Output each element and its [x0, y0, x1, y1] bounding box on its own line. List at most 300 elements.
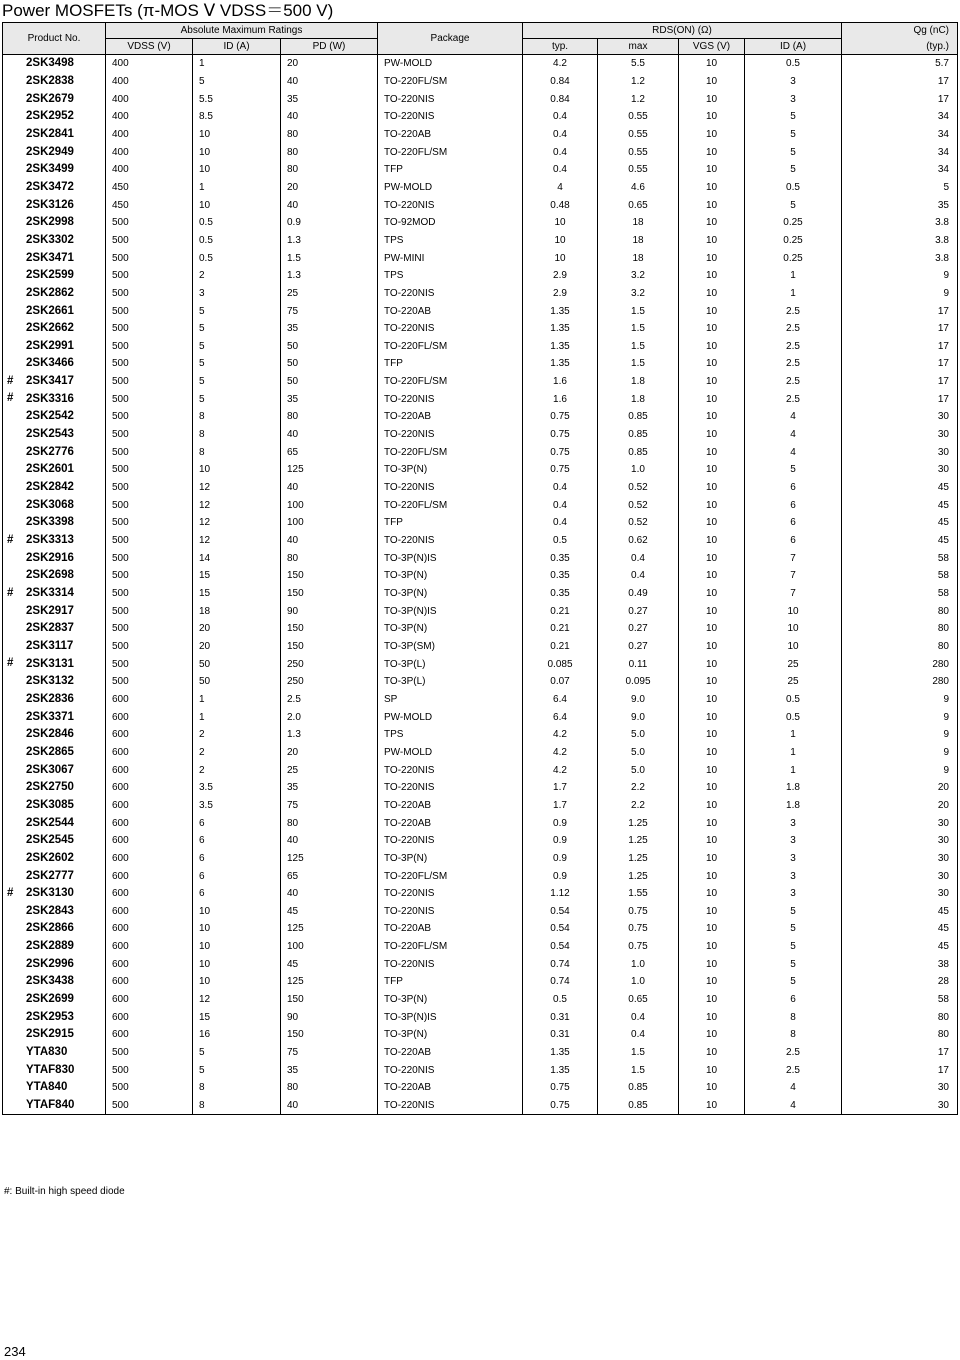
cell-vdss: 500 [106, 373, 193, 391]
cell-vgs: 10 [679, 903, 745, 921]
cell-package: TPS [378, 267, 523, 285]
table-row [3, 126, 958, 144]
cell-id-test: 1 [745, 285, 842, 303]
cell-qg: 17 [842, 90, 958, 108]
cell-package: TO-220AB [378, 814, 523, 832]
cell-vdss: 500 [106, 673, 193, 691]
cell-rds-typ: 0.9 [523, 832, 598, 850]
cell-product-no [3, 355, 106, 373]
cell-rds-max: 0.52 [598, 496, 679, 514]
cell-product-no [3, 885, 106, 903]
header-qg: Qg (nC) [842, 23, 958, 39]
cell-rds-max: 0.55 [598, 161, 679, 179]
high-speed-diode-mark: # [7, 374, 14, 387]
cell-vgs: 10 [679, 726, 745, 744]
cell-rds-max: 1.25 [598, 867, 679, 885]
table-row [3, 973, 958, 991]
cell-rds-typ: 0.4 [523, 496, 598, 514]
table-row [3, 285, 958, 303]
cell-rds-typ: 0.75 [523, 461, 598, 479]
product-number: YTA830 [26, 1046, 68, 1059]
cell-id: 10 [193, 196, 281, 214]
cell-package: TFP [378, 514, 523, 532]
product-number: 2SK3126 [26, 198, 74, 211]
cell-vdss: 500 [106, 1097, 193, 1115]
cell-pd: 1.5 [281, 249, 378, 267]
table-row [3, 179, 958, 197]
cell-vgs: 10 [679, 1026, 745, 1044]
cell-rds-typ: 0.35 [523, 585, 598, 603]
cell-rds-typ: 0.4 [523, 143, 598, 161]
cell-id-test: 2.5 [745, 302, 842, 320]
cell-vgs: 10 [679, 408, 745, 426]
cell-vdss: 600 [106, 708, 193, 726]
cell-id-test: 5 [745, 126, 842, 144]
cell-product-no [3, 638, 106, 656]
table-row [3, 479, 958, 497]
cell-vdss: 500 [106, 285, 193, 303]
table-row [3, 832, 958, 850]
cell-rds-typ: 6.4 [523, 708, 598, 726]
cell-package: TO-220NIS [378, 108, 523, 126]
cell-rds-typ: 0.4 [523, 514, 598, 532]
cell-rds-max: 1.8 [598, 390, 679, 408]
cell-rds-typ: 10 [523, 214, 598, 232]
cell-rds-typ: 1.6 [523, 390, 598, 408]
cell-id: 20 [193, 638, 281, 656]
cell-vdss: 500 [106, 620, 193, 638]
cell-vgs: 10 [679, 655, 745, 673]
cell-rds-typ: 0.75 [523, 1097, 598, 1115]
cell-id: 6 [193, 885, 281, 903]
cell-rds-max: 18 [598, 232, 679, 250]
cell-package: TO-220FL/SM [378, 443, 523, 461]
cell-product-no [3, 691, 106, 709]
cell-package: TO-220FL/SM [378, 73, 523, 91]
cell-vgs: 10 [679, 549, 745, 567]
cell-product-no [3, 196, 106, 214]
cell-vdss: 500 [106, 302, 193, 320]
product-number: 2SK2750 [26, 781, 74, 794]
cell-vgs: 10 [679, 814, 745, 832]
cell-id-test: 4 [745, 408, 842, 426]
cell-rds-max: 1.25 [598, 814, 679, 832]
table-row [3, 1061, 958, 1079]
cell-id: 2 [193, 744, 281, 762]
high-speed-diode-mark: # [7, 886, 14, 899]
cell-vgs: 10 [679, 708, 745, 726]
cell-product-no [3, 955, 106, 973]
cell-rds-typ: 0.31 [523, 1008, 598, 1026]
cell-qg: 17 [842, 73, 958, 91]
cell-pd: 40 [281, 108, 378, 126]
cell-rds-max: 5.0 [598, 761, 679, 779]
cell-vdss: 600 [106, 903, 193, 921]
cell-package: TO-220NIS [378, 320, 523, 338]
cell-product-no [3, 426, 106, 444]
cell-pd: 40 [281, 73, 378, 91]
cell-id-test: 4 [745, 443, 842, 461]
cell-pd: 50 [281, 373, 378, 391]
cell-package: TO-220AB [378, 408, 523, 426]
cell-rds-max: 0.75 [598, 938, 679, 956]
cell-qg: 9 [842, 744, 958, 762]
cell-vdss: 500 [106, 426, 193, 444]
cell-package: TO-3P(N) [378, 620, 523, 638]
cell-rds-typ: 6.4 [523, 691, 598, 709]
table-row [3, 1008, 958, 1026]
table-row [3, 108, 958, 126]
cell-qg: 30 [842, 426, 958, 444]
header-qg-typ: (typ.) [842, 39, 958, 55]
cell-vgs: 10 [679, 249, 745, 267]
product-number: 2SK3499 [26, 163, 74, 176]
product-number: 2SK3302 [26, 233, 74, 246]
cell-id: 15 [193, 585, 281, 603]
cell-vgs: 10 [679, 143, 745, 161]
cell-vdss: 500 [106, 1061, 193, 1079]
cell-pd: 150 [281, 638, 378, 656]
cell-vdss: 500 [106, 638, 193, 656]
cell-pd: 75 [281, 302, 378, 320]
header-pd: PD (W) [281, 39, 378, 55]
cell-id-test: 1.8 [745, 797, 842, 815]
cell-vdss: 500 [106, 461, 193, 479]
table-row [3, 867, 958, 885]
cell-rds-max: 0.49 [598, 585, 679, 603]
cell-qg: 45 [842, 920, 958, 938]
cell-package: TO-3P(SM) [378, 638, 523, 656]
cell-package: PW-MOLD [378, 55, 523, 73]
cell-id: 8 [193, 1097, 281, 1115]
cell-vdss: 600 [106, 850, 193, 868]
table-row [3, 143, 958, 161]
cell-vdss: 500 [106, 532, 193, 550]
cell-pd: 20 [281, 55, 378, 73]
mosfet-table-container [2, 22, 957, 1115]
cell-package: TO-220NIS [378, 761, 523, 779]
cell-id: 10 [193, 955, 281, 973]
cell-package: TO-220AB [378, 126, 523, 144]
cell-rds-max: 1.5 [598, 1044, 679, 1062]
cell-rds-typ: 0.4 [523, 161, 598, 179]
cell-id: 16 [193, 1026, 281, 1044]
product-number: YTAF830 [26, 1063, 75, 1076]
cell-vgs: 10 [679, 196, 745, 214]
cell-rds-typ: 1.35 [523, 302, 598, 320]
cell-rds-typ: 0.48 [523, 196, 598, 214]
cell-vgs: 10 [679, 390, 745, 408]
cell-rds-typ: 0.84 [523, 90, 598, 108]
cell-package: TO-220NIS [378, 390, 523, 408]
high-speed-diode-mark: # [7, 392, 14, 405]
table-row [3, 232, 958, 250]
cell-qg: 30 [842, 408, 958, 426]
cell-vdss: 500 [106, 443, 193, 461]
cell-rds-max: 1.25 [598, 850, 679, 868]
table-row [3, 373, 958, 391]
cell-qg: 30 [842, 1079, 958, 1097]
cell-pd: 150 [281, 567, 378, 585]
cell-id: 10 [193, 161, 281, 179]
cell-pd: 150 [281, 1026, 378, 1044]
cell-vgs: 10 [679, 179, 745, 197]
cell-vgs: 10 [679, 90, 745, 108]
cell-id-test: 5 [745, 955, 842, 973]
cell-pd: 125 [281, 920, 378, 938]
product-number: 2SK3438 [26, 975, 74, 988]
cell-qg: 17 [842, 355, 958, 373]
product-number: 2SK2601 [26, 463, 74, 476]
cell-product-no [3, 285, 106, 303]
cell-vdss: 500 [106, 1044, 193, 1062]
product-number: 2SK2544 [26, 816, 74, 829]
cell-product-no [3, 903, 106, 921]
cell-vdss: 450 [106, 179, 193, 197]
cell-qg: 80 [842, 602, 958, 620]
cell-product-no [3, 991, 106, 1009]
cell-rds-max: 1.5 [598, 338, 679, 356]
cell-id-test: 5 [745, 461, 842, 479]
cell-rds-max: 0.52 [598, 514, 679, 532]
cell-vgs: 10 [679, 461, 745, 479]
product-number: 2SK2998 [26, 216, 74, 229]
cell-vdss: 400 [106, 73, 193, 91]
cell-id-test: 6 [745, 496, 842, 514]
cell-rds-typ: 4.2 [523, 744, 598, 762]
cell-rds-typ: 4.2 [523, 726, 598, 744]
cell-rds-typ: 0.54 [523, 920, 598, 938]
cell-pd: 150 [281, 585, 378, 603]
cell-rds-typ: 1.35 [523, 355, 598, 373]
cell-product-no [3, 1008, 106, 1026]
cell-id-test: 4 [745, 426, 842, 444]
cell-id: 5 [193, 73, 281, 91]
cell-vgs: 10 [679, 673, 745, 691]
table-row [3, 320, 958, 338]
cell-id: 12 [193, 496, 281, 514]
cell-rds-max: 1.0 [598, 461, 679, 479]
cell-id-test: 3 [745, 885, 842, 903]
cell-package: TO-220AB [378, 1079, 523, 1097]
cell-id-test: 5 [745, 973, 842, 991]
cell-rds-typ: 1.6 [523, 373, 598, 391]
cell-vgs: 10 [679, 602, 745, 620]
cell-rds-typ: 0.35 [523, 567, 598, 585]
cell-id-test: 8 [745, 1008, 842, 1026]
cell-package: TPS [378, 726, 523, 744]
cell-package: TFP [378, 355, 523, 373]
table-row [3, 673, 958, 691]
cell-product-no [3, 1044, 106, 1062]
cell-product-no [3, 55, 106, 73]
cell-id: 10 [193, 920, 281, 938]
cell-rds-typ: 0.84 [523, 73, 598, 91]
cell-id: 3.5 [193, 779, 281, 797]
cell-pd: 1.3 [281, 267, 378, 285]
cell-product-no [3, 479, 106, 497]
cell-product-no [3, 708, 106, 726]
cell-package: TO-220AB [378, 920, 523, 938]
cell-vgs: 10 [679, 955, 745, 973]
cell-product-no [3, 620, 106, 638]
table-row [3, 744, 958, 762]
cell-package: TO-220NIS [378, 903, 523, 921]
cell-pd: 50 [281, 355, 378, 373]
cell-pd: 250 [281, 673, 378, 691]
product-number: 2SK3085 [26, 798, 74, 811]
cell-rds-typ: 0.9 [523, 867, 598, 885]
cell-id-test: 0.25 [745, 232, 842, 250]
cell-product-no [3, 143, 106, 161]
product-number: 2SK2991 [26, 339, 74, 352]
cell-vdss: 500 [106, 338, 193, 356]
cell-vgs: 10 [679, 1097, 745, 1115]
cell-pd: 80 [281, 161, 378, 179]
cell-id-test: 0.25 [745, 214, 842, 232]
cell-package: TO-220FL/SM [378, 496, 523, 514]
cell-vgs: 10 [679, 920, 745, 938]
cell-product-no [3, 408, 106, 426]
cell-vgs: 10 [679, 443, 745, 461]
table-row [3, 691, 958, 709]
cell-id-test: 2.5 [745, 355, 842, 373]
cell-rds-max: 0.11 [598, 655, 679, 673]
cell-qg: 30 [842, 443, 958, 461]
header-max: max [598, 39, 679, 55]
cell-vgs: 10 [679, 73, 745, 91]
product-number: 2SK2952 [26, 110, 74, 123]
cell-package: TO-220AB [378, 797, 523, 815]
cell-package: TO-220FL/SM [378, 338, 523, 356]
cell-pd: 125 [281, 461, 378, 479]
cell-rds-typ: 0.74 [523, 973, 598, 991]
cell-rds-max: 1.0 [598, 973, 679, 991]
table-row [3, 638, 958, 656]
cell-vgs: 10 [679, 126, 745, 144]
cell-rds-typ: 0.35 [523, 549, 598, 567]
table-row [3, 338, 958, 356]
cell-id: 50 [193, 673, 281, 691]
product-number: 2SK2698 [26, 569, 74, 582]
cell-qg: 45 [842, 938, 958, 956]
cell-rds-max: 0.85 [598, 426, 679, 444]
cell-rds-typ: 0.75 [523, 443, 598, 461]
cell-package: TO-3P(N) [378, 991, 523, 1009]
cell-vgs: 10 [679, 320, 745, 338]
cell-pd: 40 [281, 479, 378, 497]
cell-package: TO-220FL/SM [378, 938, 523, 956]
cell-product-no [3, 726, 106, 744]
table-row [3, 1044, 958, 1062]
cell-qg: 58 [842, 585, 958, 603]
cell-qg: 9 [842, 691, 958, 709]
cell-pd: 45 [281, 955, 378, 973]
cell-id: 5 [193, 390, 281, 408]
cell-rds-typ: 0.9 [523, 814, 598, 832]
cell-pd: 20 [281, 179, 378, 197]
cell-product-no [3, 249, 106, 267]
cell-vdss: 500 [106, 514, 193, 532]
cell-vdss: 500 [106, 267, 193, 285]
cell-vdss: 600 [106, 779, 193, 797]
cell-pd: 1.3 [281, 232, 378, 250]
cell-vgs: 10 [679, 285, 745, 303]
cell-rds-max: 3.2 [598, 267, 679, 285]
table-row [3, 708, 958, 726]
product-number: 2SK2996 [26, 957, 74, 970]
cell-pd: 150 [281, 620, 378, 638]
cell-rds-max: 0.62 [598, 532, 679, 550]
cell-vgs: 10 [679, 1079, 745, 1097]
cell-qg: 17 [842, 338, 958, 356]
cell-qg: 20 [842, 779, 958, 797]
cell-qg: 9 [842, 285, 958, 303]
cell-pd: 100 [281, 496, 378, 514]
product-number: 2SK2846 [26, 728, 74, 741]
cell-vgs: 10 [679, 108, 745, 126]
table-row [3, 620, 958, 638]
cell-qg: 58 [842, 567, 958, 585]
cell-id: 10 [193, 143, 281, 161]
cell-id: 14 [193, 549, 281, 567]
cell-vdss: 600 [106, 726, 193, 744]
cell-id: 1 [193, 708, 281, 726]
cell-vdss: 600 [106, 991, 193, 1009]
table-row [3, 549, 958, 567]
cell-id-test: 6 [745, 514, 842, 532]
cell-pd: 80 [281, 408, 378, 426]
cell-id-test: 25 [745, 673, 842, 691]
product-number: 2SK3371 [26, 710, 74, 723]
cell-qg: 280 [842, 673, 958, 691]
cell-pd: 150 [281, 991, 378, 1009]
cell-pd: 25 [281, 761, 378, 779]
product-number: 2SK2777 [26, 869, 74, 882]
product-number: 2SK2837 [26, 622, 74, 635]
cell-vgs: 10 [679, 302, 745, 320]
cell-product-no [3, 232, 106, 250]
table-row [3, 267, 958, 285]
cell-vdss: 600 [106, 938, 193, 956]
cell-vdss: 500 [106, 214, 193, 232]
page-title: Power MOSFETs (π-MOS Ⅴ VDSS＝500 V) [2, 1, 334, 20]
mosfet-table [2, 22, 958, 1115]
cell-qg: 45 [842, 903, 958, 921]
cell-id-test: 2.5 [745, 1044, 842, 1062]
header-package: Package [378, 23, 523, 55]
cell-rds-typ: 1.12 [523, 885, 598, 903]
cell-qg: 38 [842, 955, 958, 973]
footnote: #: Built-in high speed diode [4, 1186, 125, 1197]
cell-package: TO-220NIS [378, 426, 523, 444]
cell-qg: 34 [842, 108, 958, 126]
cell-pd: 75 [281, 1044, 378, 1062]
cell-vdss: 500 [106, 479, 193, 497]
cell-rds-max: 0.55 [598, 108, 679, 126]
cell-id-test: 5 [745, 920, 842, 938]
cell-product-no [3, 850, 106, 868]
cell-qg: 28 [842, 973, 958, 991]
cell-vgs: 10 [679, 355, 745, 373]
cell-vgs: 10 [679, 338, 745, 356]
cell-id: 6 [193, 832, 281, 850]
cell-product-no [3, 655, 106, 673]
cell-id: 0.5 [193, 249, 281, 267]
product-number: 2SK2599 [26, 269, 74, 282]
table-row [3, 938, 958, 956]
cell-rds-typ: 0.21 [523, 602, 598, 620]
